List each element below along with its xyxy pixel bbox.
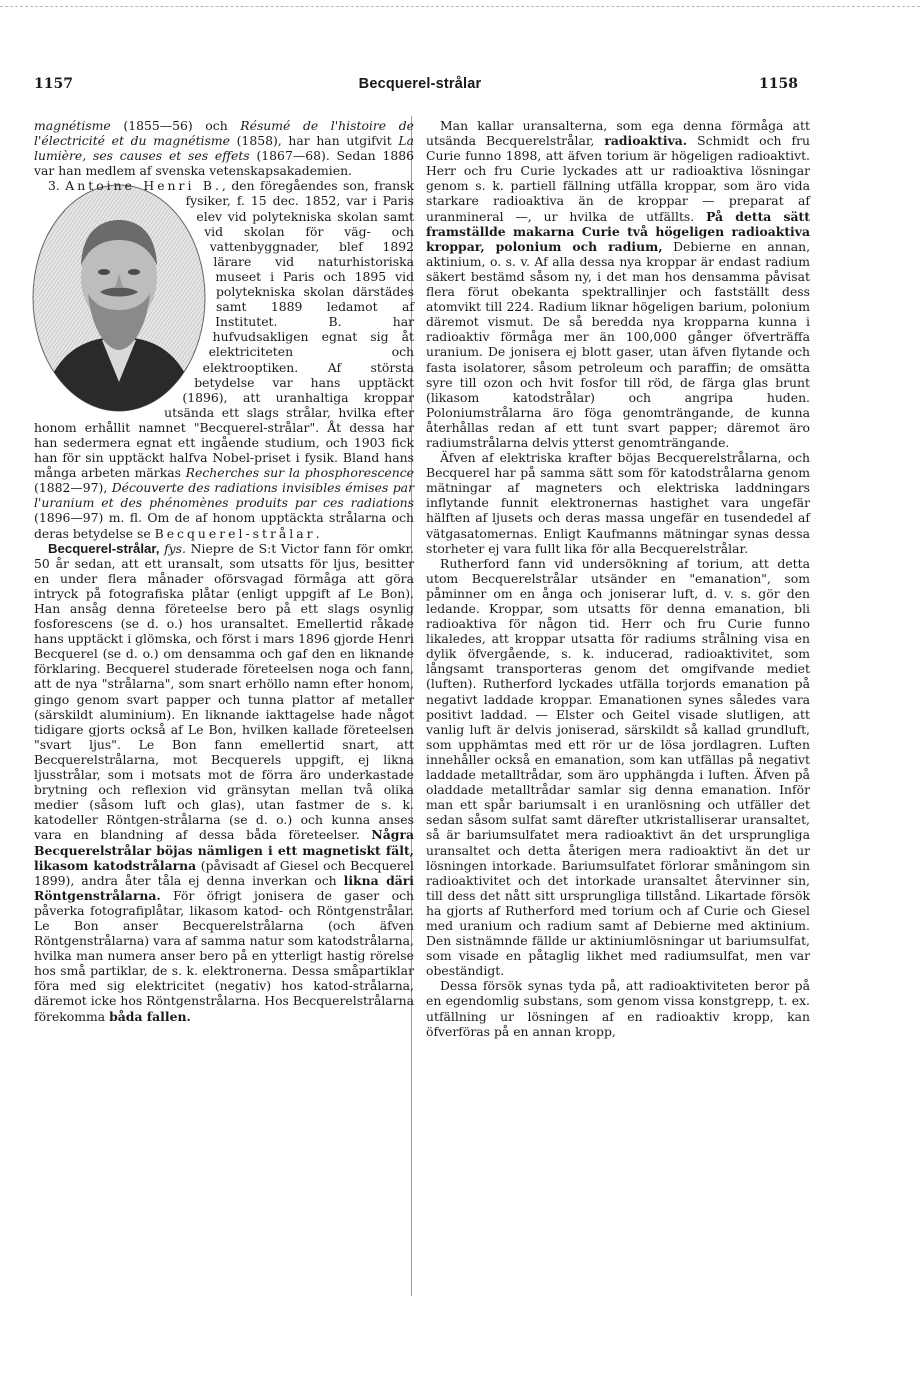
page-top-rule — [0, 6, 920, 7]
text: (påvisadt af Giesel och Becquerel 1899), andra åter tåla ej denna inverkan och — [34, 857, 415, 888]
paragraph-electric-deflection — [426, 450, 810, 556]
text: (1858), har han utgifvit — [229, 133, 399, 149]
text: (1867—68). Sedan 1886 var han medlem af svenska vetenskapsakademien. — [34, 148, 414, 179]
text: (1882—97), — [34, 480, 112, 496]
work-title: Découverte des radiations invisibles émises par l'uranium et des phénomènes produits par ces radiations — [34, 480, 414, 511]
text: Dessa försök synas tyda på, att radioaktiviteten beror på en egendomlig substans, som genom vissa konstgrepp, t. ex. utfällning ur lösningen af en radioaktiv kropp, kan öfverföras på en annan kropp, — [426, 978, 810, 1039]
text: Niepre de S:t Victor fann för omkr. 50 år sedan, att ett uransalt, som utsatts för ljus, besitter en under flera månader oförsvagad förmåga att göra intryck på fotografiska plåtar (enligt uppgift af Le Bon). Han ansåg denna företeelse bero på ett slags osynlig fosforescens (se d. o.) hos uransaltet. Emellertid råkade hans upptäckt i glömska, och först i mars 1896 gjorde Henri Becquerel (se d. o.) om densamma och gaf den en liknande förklaring. Becquerel studerade företeelsen noga och fann, att de nya "strålarna", som snart erhöllo namn efter honom, gingo genom svart papper och tunna plattor af metaller (särskildt aluminium). En liknande iakttagelse hade något tidigare gjorts också af Le Bon, hvilken kallade företeelsen "svart ljus". Le Bon fann emellertid snart, att Becquerelstrålarna, mot Becquerels uppgift, ej likna ljusstrålar, som i motsats mot de förra äro underkastade brytning och reflexion vid gränsytan mellan två olika medier (såsom luft och glas), utan fastmer de s. k. katodeller Röntgen-strålarna (se d. o.) och kunna anses vara en blandning af dessa båda företeelser. — [34, 540, 415, 843]
text: För öfrigt jonisera de gaser och påverka fotografiplåtar, likasom katod- och Röntgenstrålar. Le Bon anser Becquerelstrålarna (och äfven Röntgenstrålarna) vara af samma natur som katodstrålarna, hvilka man numera anser bero på en ytterligt hastig rörelse hos små partiklar, de s. k. elektronerna. Dessa småpartiklar föra med sig elektricitet (negativ) hos katod-strålarna, däremot icke hos Röntgenstrålarna. Hos Becquerelstrålarna förekomma — [34, 887, 414, 1024]
paragraph-emanation — [426, 556, 810, 979]
text: . — [315, 525, 320, 541]
book-title: La lumière, ses causes et ses effets — [34, 133, 414, 164]
text: Schmidt och fru Curie funno 1898, att äfven torium är högeligen radioaktivt. Herr och fru Curie lyckades att ur radioaktiva lösningar genom s. k. partiell fällning utfälla kroppar, som äro vida starkare radioaktiva än de kroppar — preparat af uranmineral —, ur hvilka de utfällts. — [426, 133, 810, 224]
right-column — [426, 118, 810, 1039]
entry-number: 3. — [48, 178, 66, 194]
bold-text: Några Becquerelstrålar böjas nämligen i ett magnetiskt fält, likasom katodstrålarna — [34, 827, 414, 873]
running-title: Becquerel-strålar — [358, 76, 482, 92]
entry-name: Antoine Henri B. — [65, 178, 222, 194]
text: Debierne en annan, aktinium, o. s. v. Af alla dessa nya kroppar är endast radium säkert bestämd såsom ny, i det man hos densamma påvisat flera förut obekanta spektrallinjer och fastställt dess atomvikt till 224. Radium liknar högeligen barium, polonium däremot vismut. De så beredda nya kropparna kunna i radioaktiv förmåga mer än 100,000 gånger öfverträffa uranium. De jonisera ej blott gaser, utan äfven flytande och fasta isolatorer, såsom petroleum och paraffin; de omsätta syre till ozon och hvit fosfor till röd, de färga glas brunt (likasom katodstrålar) och angripa huden. Poloniumstrålarna äro föga genomträngande, de kunna återhållas redan af ett tunt svart papper; däremot äro radiumstrålarna delvis ytterst genomträngande. — [426, 238, 811, 450]
text: Rutherford fann vid undersökning af torium, att detta utom Becquerelstrålar utsänder en "emanation", som påminner om en ånga och joniserar luft, d. v. s. gör den ledande. Kroppar, som utsatts för denna emanation, bli radioaktiva för någon tid. Herr och fru Curie funno likaledes, att kroppar utsatta för radiums strålning visa en dylik öfvergående, s. k. inducerad, radioaktivitet, som långsamt transporteras genom det omgifvande mediet (luften). Rutherford lyckades utfälla torjords emanation på negativt laddade kroppar. Emanationen synes således vara positivt laddad. — Elster och Geitel visade slutligen, att vanlig luft är delvis joniserad, särskildt så kallad grundluft, som upphämtas med ett rör ur de lösa jordlagren. Luften innehåller också en emanation, som kan utfällas på negativt laddade metalltrådar, som äro upphängda i luften. Äfven på oladdade metalltrådar samlar sig denna emanation. Inför man ett spår bariumsalt i en uranlösning och utfäller det sedan såsom sulfat samt därefter utkristalliserar uransaltet, så är bariumsulfatet mera radioaktivt än det ursprungliga uransaltet och detta återigen mera radioaktivt än det ur lösningen intorkade. Bariumsulfatet förlorar småningom sin radioaktivitet och det intorkade uransaltet återvinner sin, till dess det nått sitt ursprungliga tillstånd. Likartade försök ha gjorts af Rutherford med torium och af Curie och Giesel med uranium och radium samt af Debierne med aktinium. Den sistnämnde fällde ur aktiniumlösningar ut bariumsulfat, som visade en påtaglig likhet med radiumsulfat, men var obeständigt. — [426, 555, 810, 979]
paragraph-substance — [426, 978, 810, 1038]
paragraph-radioactive-salts — [426, 118, 810, 450]
text: (1896—97) m. fl. Om de af honom upptäckta strålarna och deras betydelse se — [34, 510, 414, 541]
bold-text: På detta sätt framställde makarna Curie två högeligen radioaktiva kroppar, polonium och radium, — [426, 208, 810, 254]
cross-reference: Becquerel-strålar — [154, 525, 316, 541]
portrait-image — [30, 182, 208, 414]
subject-abbreviation: fys. — [159, 540, 186, 556]
italic-text: magnétisme — [34, 118, 111, 133]
text: (1855—56) och — [110, 118, 241, 133]
work-title: Recherches sur la phosphorescence — [185, 465, 414, 481]
paragraph-antoine-henri — [34, 178, 414, 540]
page-number-right: 1158 — [759, 76, 798, 92]
text: , den föregåendes son, fransk fysiker, f. 15 dec. 1852, var i Paris elev vid polytekniska skolan samt vid skolan för väg- och vattenbyggnader, blef 1892 lärare vid naturhistoriska museet i Paris och 1895 vid polytekniska skolan därstädes samt 1889 ledamot af Institutet. B. har hufvudsakligen egnat sig åt elektriciteten och elektrooptiken. Af största betydelse var hans upptäckt (1896), att uranhaltiga kroppar utsända ett slags strålar, hvilka efter honom erhållit namnet "Becquerel-strålar". Åt dessa har han sedermera egnat ett ingående studium, och 1903 fick han för sin upptäckt halfva Nobel-priset i fysik. Bland hans många arbeten märkas — [34, 178, 414, 481]
bold-text: båda fallen. — [109, 1008, 191, 1024]
bold-text: likna däri Röntgenstrålarna. — [34, 872, 414, 903]
bold-text: radioaktiva. — [604, 133, 688, 149]
page-number-left: 1157 — [34, 76, 73, 92]
entry-headword: Becquerel-strålar, — [48, 540, 160, 556]
left-column — [34, 118, 414, 1024]
book-title: Résumé de l'histoire de l'électricité et du magnétisme — [34, 118, 414, 149]
text: Man kallar uransalterna, som ega denna förmåga att utsända Becquerelstrålar, — [426, 118, 810, 149]
paragraph-becquerel-stralar — [34, 541, 414, 1024]
text: Äfven af elektriska krafter böjas Becquerelstrålarna, och Becquerel har på samma sätt som för katodstrålarna genom mätningar af magneters och elektriska laddningars inflytande funnit elektronernas hastighet vara ungefär hälften af ljusets och deras massa ungefär en tusendedel af vätgasatomernas. Enligt Kaufmanns mätningar synas dessa storheter ej vara fullt lika för alla Becquerelstrålar. — [426, 450, 810, 556]
paragraph-becquerel-continued — [34, 118, 414, 178]
